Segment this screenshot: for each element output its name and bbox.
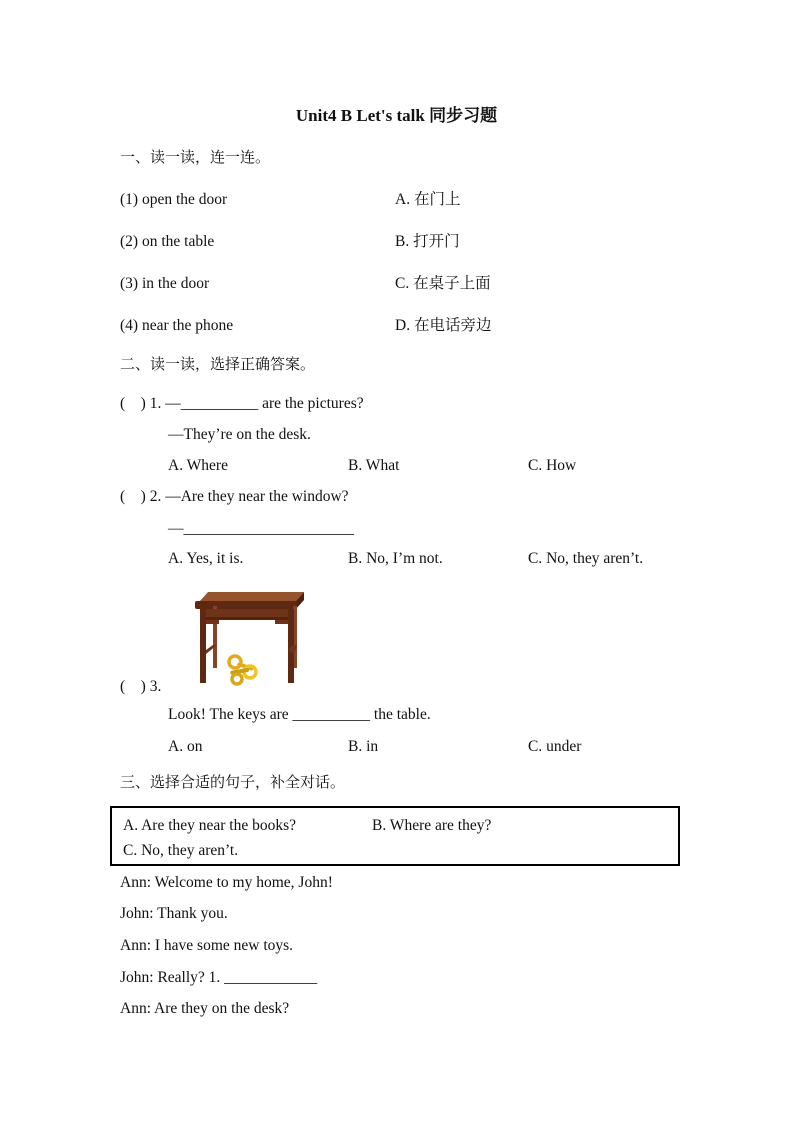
match-right-b: B. 打开门 bbox=[395, 233, 460, 250]
section2-heading: 二、读一读，选择正确答案。 bbox=[120, 357, 316, 373]
page-title: Unit4 B Let's talk 同步习题 bbox=[295, 106, 498, 125]
q3-stem: ( ) 3. bbox=[120, 678, 162, 695]
match-left-2: (2) on the table bbox=[120, 233, 215, 250]
q3-options bbox=[168, 737, 708, 756]
dialogue-line-5: Ann: Are they on the desk? bbox=[120, 1000, 290, 1017]
box-option-a: A. Are they near the books? bbox=[123, 816, 297, 834]
dialogue-line-1: Ann: Welcome to my home, John! bbox=[120, 874, 333, 891]
q1-options bbox=[168, 456, 708, 475]
match-left-1: (1) open the door bbox=[120, 191, 228, 208]
table-keys-image bbox=[183, 586, 311, 690]
q2-option-a: A. Yes, it is. bbox=[168, 550, 244, 567]
q3-answer-line: Look! The keys are __________ the table. bbox=[168, 706, 431, 723]
section1-heading: 一、读一读，连一连。 bbox=[120, 150, 271, 166]
box-row-2 bbox=[123, 838, 667, 863]
match-right-d: D. 在电话旁边 bbox=[395, 317, 492, 334]
sentence-choice-box bbox=[110, 806, 680, 866]
q3-option-a: A. on bbox=[168, 738, 203, 755]
box-option-b: B. Where are they? bbox=[372, 816, 492, 834]
match-right-a: A. 在门上 bbox=[395, 191, 461, 208]
dialogue-line-2: John: Thank you. bbox=[120, 905, 228, 922]
q2-options bbox=[168, 549, 708, 568]
dialogue-line-3: Ann: I have some new toys. bbox=[120, 937, 294, 954]
q1-option-a: A. Where bbox=[168, 457, 228, 474]
q2-answer-line: —______________________ bbox=[168, 520, 354, 537]
dialogue-line-4: John: Really? 1. ____________ bbox=[120, 969, 318, 986]
q1-stem: ( ) 1. —__________ are the pictures? bbox=[120, 395, 364, 412]
keys-icon bbox=[229, 656, 256, 684]
q3-option-c: C. under bbox=[528, 738, 582, 755]
table-and-keys-graphic bbox=[183, 586, 311, 690]
match-right-c: C. 在桌子上面 bbox=[395, 275, 491, 292]
q3-option-b: B. in bbox=[348, 738, 379, 755]
q1-answer-line: —They’re on the desk. bbox=[168, 426, 311, 443]
q2-option-b: B. No, I’m not. bbox=[348, 550, 443, 567]
q1-option-c: C. How bbox=[528, 457, 577, 474]
q2-stem: ( ) 2. —Are they near the window? bbox=[120, 488, 349, 505]
q2-option-c: C. No, they aren’t. bbox=[528, 550, 644, 567]
match-left-4: (4) near the phone bbox=[120, 317, 234, 334]
box-row-1 bbox=[123, 813, 667, 838]
section3-heading: 三、选择合适的句子，补全对话。 bbox=[120, 775, 346, 791]
match-left-3: (3) in the door bbox=[120, 275, 210, 292]
q1-option-b: B. What bbox=[348, 457, 400, 474]
box-option-c: C. No, they aren’t. bbox=[123, 841, 239, 859]
